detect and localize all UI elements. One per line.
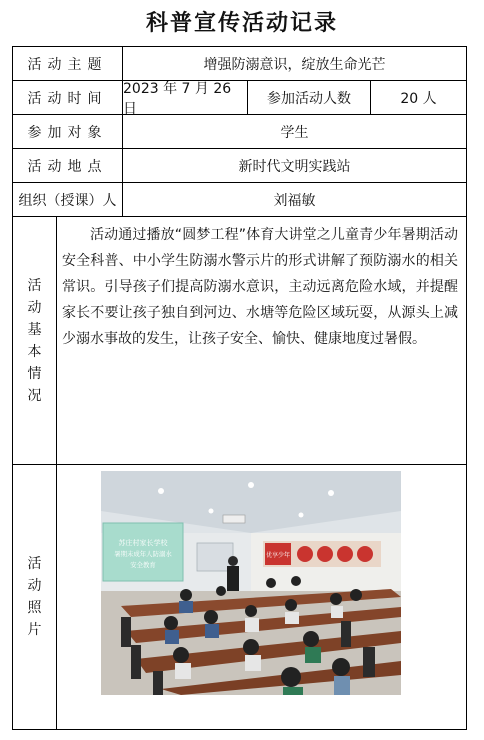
summary-text: 活动通过播放“圆梦工程”体育大讲堂之儿童青少年暑期活动安全科普、中小学生防溺水警示片的形式讲解了预防溺水的相关常识。引导孩子们提高防溺水意识，主动远离危险水域，并提醒家长不要让孩子独自到河边、水塘等危险区域玩耍，从源头上减少溺水事故的发生，让孩子安全、愉快、健康地度过暑假。 [62, 227, 458, 347]
photo-label-char: 活 [27, 556, 42, 572]
summary-label-char: 情 [27, 365, 42, 382]
target-value: 学生 [122, 114, 467, 149]
activity-photo [101, 471, 401, 695]
screen-line-2: 暑期未成年人防溺水 [114, 550, 172, 558]
summary-label [12, 216, 57, 465]
summary-label-char: 本 [27, 343, 42, 360]
screen-line-1: 苏庄村家长学校 [118, 539, 168, 547]
photo-label [12, 464, 57, 730]
summary-label-char: 基 [27, 321, 42, 338]
screen-line-3: 安全教育 [130, 561, 156, 569]
time-label: 活动时间 [12, 80, 123, 115]
summary-label-char: 活 [27, 277, 42, 294]
photo-label-char: 片 [27, 622, 42, 638]
summary-label-char: 况 [27, 387, 42, 404]
photo-label-char: 动 [27, 578, 42, 594]
theme-value: 增强防溺意识，绽放生命光芒 [122, 46, 467, 81]
time-value: 2023 年 7 月 26 日 [122, 80, 248, 115]
count-label: 参加活动人数 [247, 80, 371, 115]
banner-text: 优享少年 [265, 552, 291, 559]
place-label: 活动地点 [12, 148, 123, 183]
summary-label-char: 动 [27, 299, 42, 316]
photo-label-char: 照 [27, 600, 42, 616]
count-value: 20 人 [370, 80, 467, 115]
theme-label: 活动主题 [12, 46, 123, 81]
organizer-value: 刘福敏 [122, 182, 467, 217]
place-value: 新时代文明实践站 [122, 148, 467, 183]
page-title: 科普宣传活动记录 [145, 10, 338, 36]
record-table [12, 46, 467, 730]
target-label: 参加对象 [12, 114, 123, 149]
organizer-label: 组织（授课）人 [12, 182, 123, 217]
